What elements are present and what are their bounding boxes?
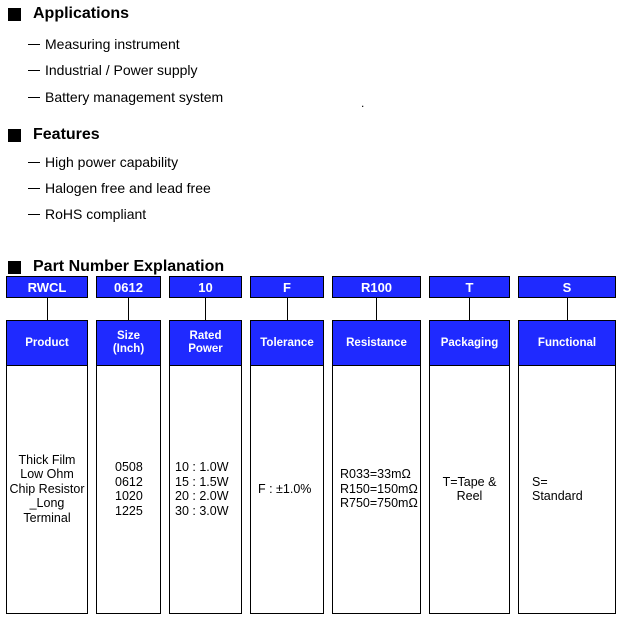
feature-item: Halogen free and lead free [45,180,211,196]
column-body: S= Standard [532,474,583,503]
list-item [28,154,178,170]
dash-icon [28,70,40,71]
code-box-resistance: R100 [332,276,421,298]
connector-line [567,298,568,320]
column-size [96,320,161,614]
dash-icon [28,97,40,98]
square-bullet-icon [8,8,21,21]
list-item [28,180,211,196]
feature-item: RoHS compliant [45,206,147,222]
connector-line [47,298,48,320]
code-box-rated-power: 10 [169,276,242,298]
column-product [6,320,88,614]
column-functional [518,320,616,614]
stray-mark: . [361,96,365,110]
column-body: T=Tape & Reel [442,474,497,503]
features-heading [8,126,100,144]
column-tolerance [250,320,324,614]
application-item: Battery management system [45,89,224,105]
column-body: R033=33mΩ R150=150mΩ R750=750mΩ [340,467,418,511]
code-box-product: RWCL [6,276,88,298]
dash-icon [28,162,40,163]
application-item: Measuring instrument [45,36,180,52]
dash-icon [28,188,40,189]
column-body: Thick Film Low Ohm Chip Resistor _Long Terminal [9,452,85,525]
applications-heading [8,5,129,23]
column-body: 10 : 1.0W 15 : 1.5W 20 : 2.0W 30 : 3.0W [175,460,229,518]
column-body: 0508 0612 1020 1225 [115,460,143,518]
applications-title: Applications [33,5,130,22]
code-box-packaging: T [429,276,510,298]
column-header: Resistance [333,321,420,366]
connector-line [205,298,206,320]
connector-line [287,298,288,320]
code-box-size: 0612 [96,276,161,298]
list-item [28,206,146,222]
column-header: Rated Power [170,321,241,366]
application-item: Industrial / Power supply [45,62,198,78]
list-item [28,36,180,52]
code-box-tolerance: F [250,276,324,298]
column-header: Functional [519,321,615,366]
column-body: F : ±1.0% [258,481,312,496]
column-header: Tolerance [251,321,323,366]
features-title: Features [33,126,100,143]
part-number-heading [8,258,224,276]
column-header: Product [7,321,87,366]
column-resistance [332,320,421,614]
square-bullet-icon [8,129,21,142]
connector-line [469,298,470,320]
feature-item: High power capability [45,154,179,170]
code-box-functional: S [518,276,616,298]
column-header: Size (Inch) [97,321,160,366]
column-rated-power [169,320,242,614]
square-bullet-icon [8,261,21,274]
connector-line [376,298,377,320]
connector-line [128,298,129,320]
dash-icon [28,214,40,215]
column-packaging [429,320,510,614]
list-item [28,62,198,78]
list-item [28,89,223,105]
dash-icon [28,44,40,45]
column-header: Packaging [430,321,509,366]
part-number-title: Part Number Explanation [33,258,225,275]
